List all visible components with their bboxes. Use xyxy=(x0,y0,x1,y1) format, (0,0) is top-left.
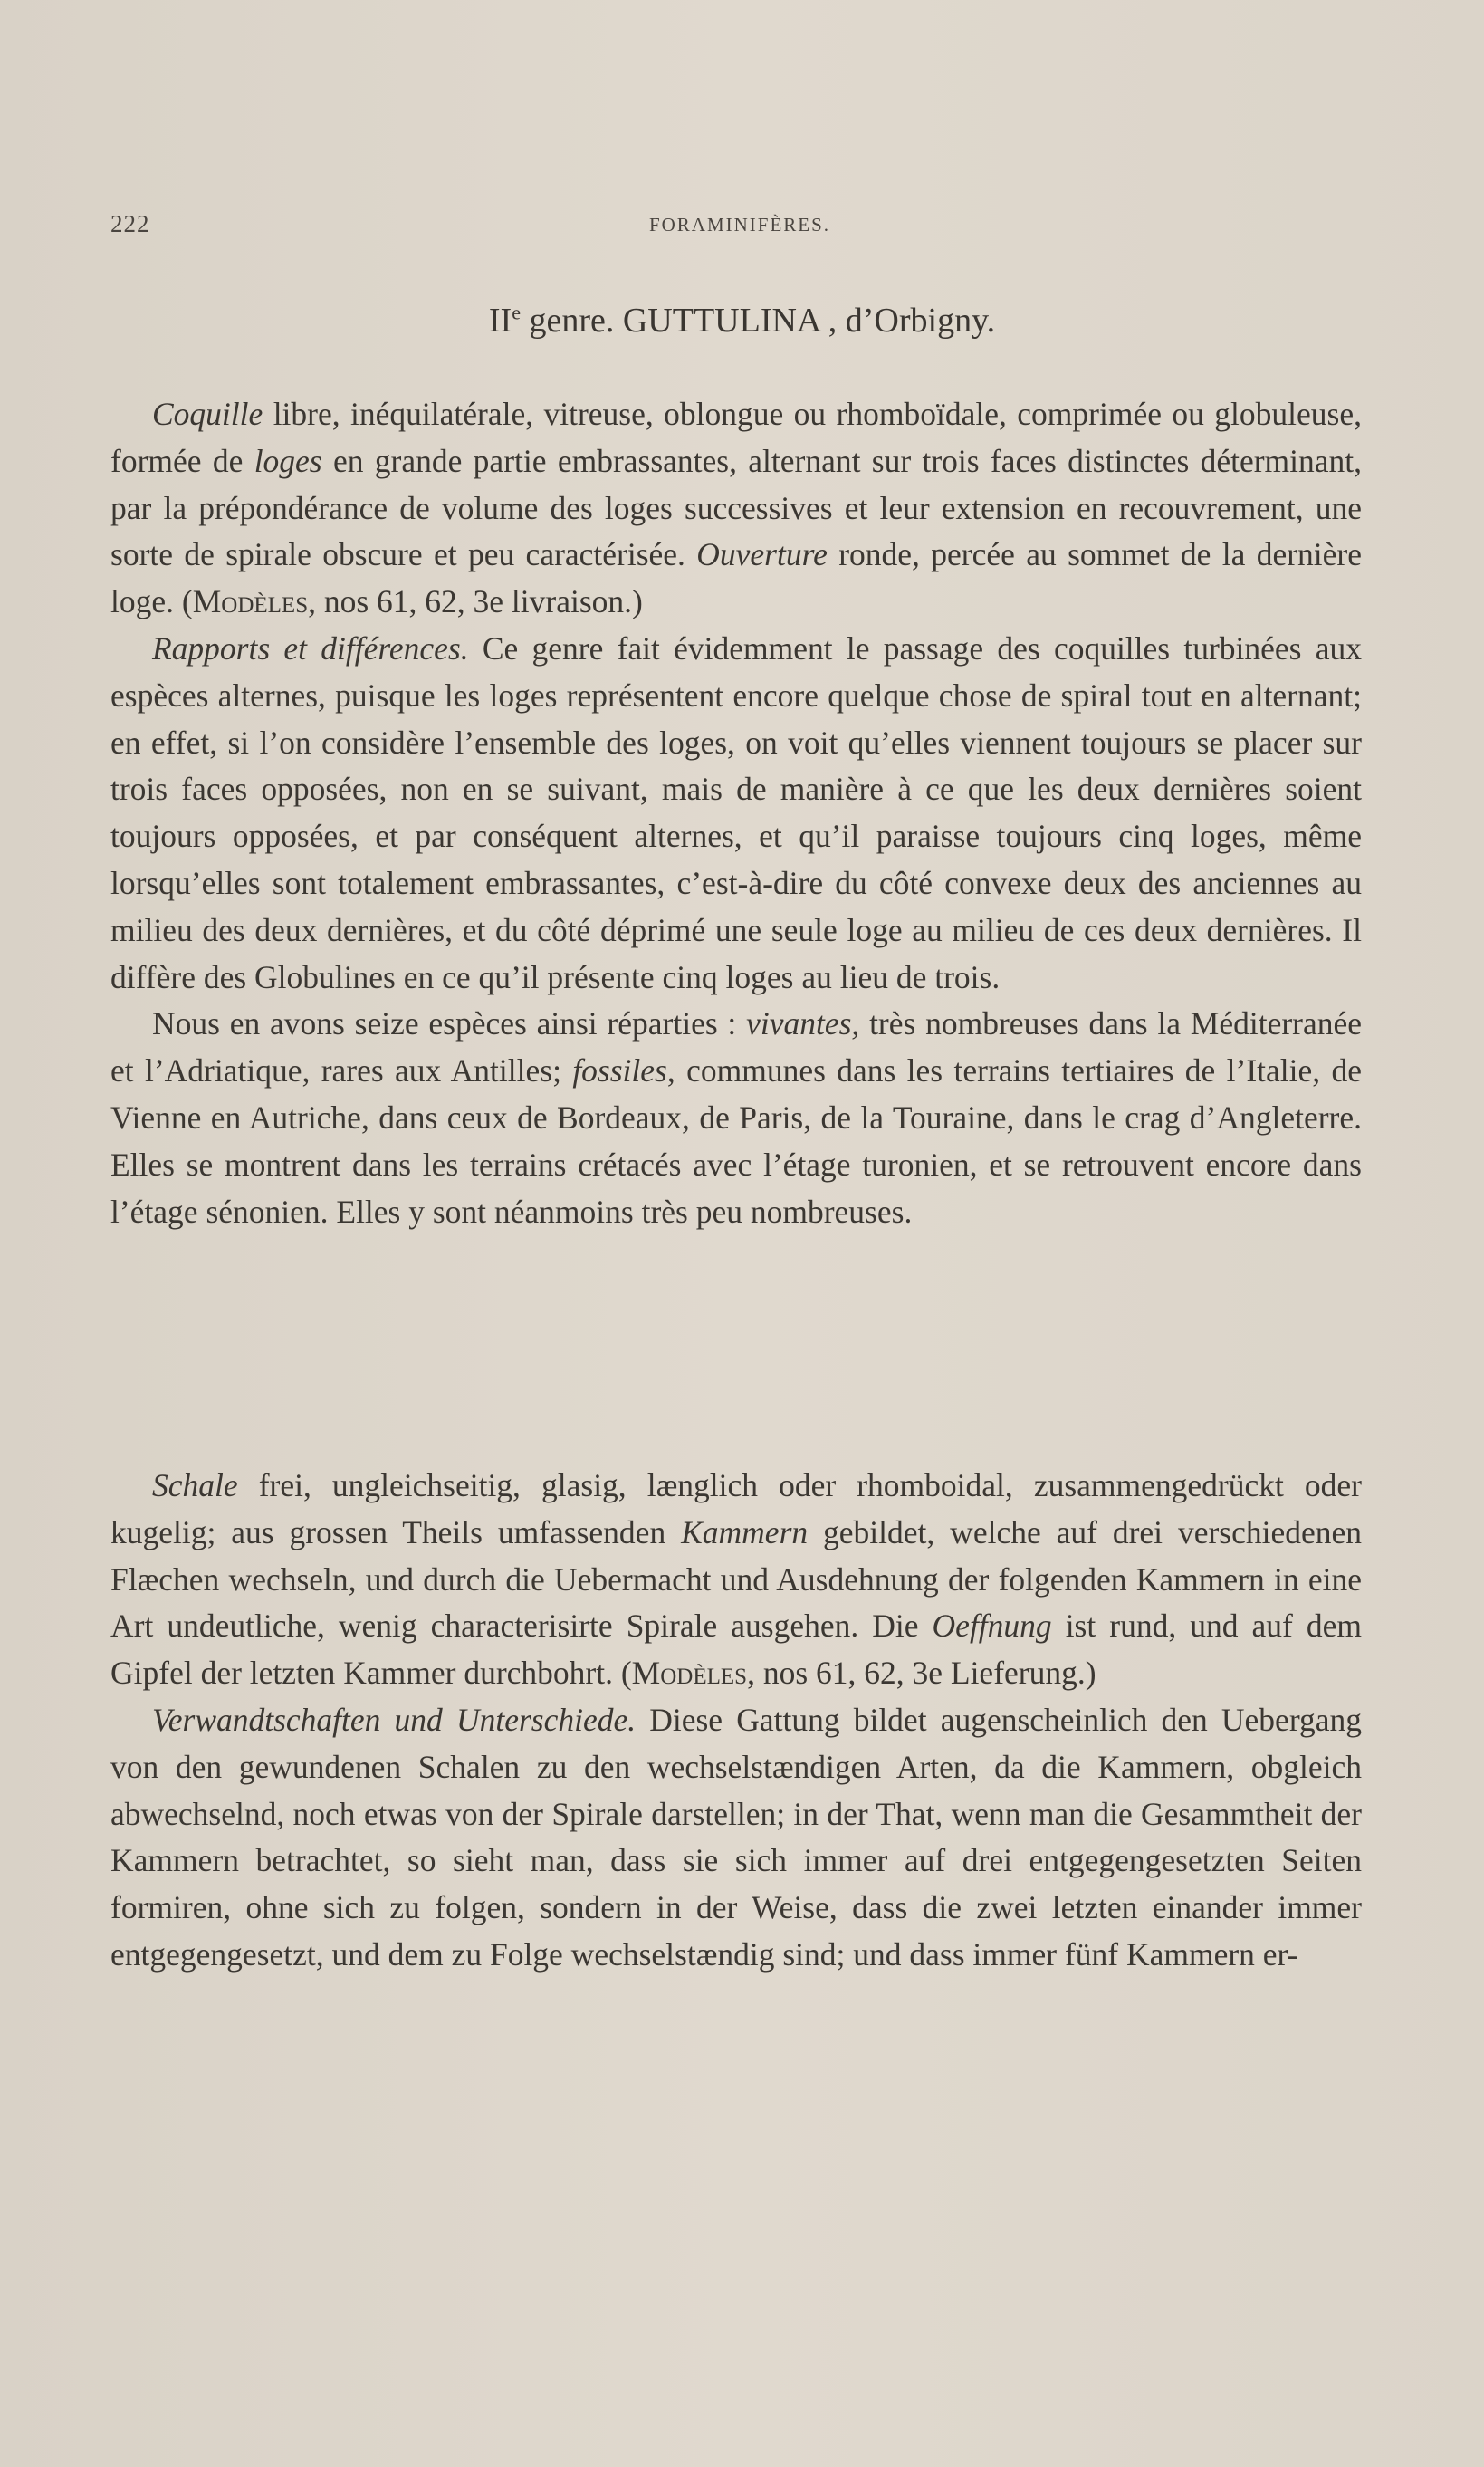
term: Ouverture xyxy=(696,536,828,573)
text: , nos 61, 62, 3e Lieferung.) xyxy=(747,1655,1096,1692)
term: Oeffnung xyxy=(932,1608,1052,1645)
text: Nous en avons seize espèces ainsi réparties : xyxy=(152,1005,747,1042)
term: loges xyxy=(254,442,322,479)
text: ist rund, und auf dem Gipfel der letzten Kammer durchbohrt. ( xyxy=(110,1608,1362,1692)
term: Coquille xyxy=(152,396,263,432)
genre-title: genre. GUTTULINA , d’Orbigny. xyxy=(520,302,996,340)
page-number: 222 xyxy=(110,210,150,237)
term: vivantes, xyxy=(746,1005,860,1042)
german-description-paragraph xyxy=(110,1463,1362,1697)
term: fossiles xyxy=(572,1052,667,1090)
text: en grande partie embrassantes, alternant sur trois faces distinctes déterminant, par la prépondérance de volume des loges successives et leur extension en recouvrement, une sorte de spirale obscure et peu caractérisée. xyxy=(110,442,1363,573)
running-title: FORAMINIFÈRES. xyxy=(648,214,831,235)
text: , communes dans les terrains tertiaires de l’Italie, de Vienne en Autriche, dans ceux de Bordeaux, de Paris, de la Touraine, dans le crag d’Angleterre. Elles se montrent dans les terrains crétacés avec l’étage turonien, et se retrouvent encore dans l’étage sénonien. Elles y sont néanmoins très peu nombreuses. xyxy=(110,1052,1362,1230)
text: gebildet, welche auf drei verschiedenen Flæchen wechseln, und durch die Uebermacht und Ausdehnung der folgenden Kammern in eine Art undeutliche, wenig characterisirte Spirale ausgehen. Die xyxy=(110,1513,1362,1645)
running-head xyxy=(110,210,1369,243)
genre-heading xyxy=(0,301,1484,341)
text: Diese Gattung bildet augenscheinlich den Uebergang von den gewundenen Schalen zu den wechselstændigen Arten, da die Kammern, obgleich abwechselnd, noch etwas von der Spirale darstellen; in der That, wenn man die Gesammtheit der Kammern betrachtet, so sieht man, dass sie sich immer auf drei entgegengesetzten Seiten formiren, ohne sich zu folgen, sondern in der Weise, dass die zwei letzten einander immer entgegengesetzt, und dem zu Folge wechselstændig sind; und dass immer fünf Kammern er- xyxy=(110,1701,1363,1973)
german-relations-paragraph xyxy=(110,1697,1362,1979)
french-distribution-paragraph xyxy=(110,1001,1362,1235)
german-text xyxy=(110,1463,1362,1979)
genre-numeral: II xyxy=(488,302,512,340)
small-caps-term: Modèles xyxy=(631,1655,748,1692)
small-caps-term: Modèles xyxy=(192,583,309,620)
text: libre, inéquilatérale, vitreuse, oblongue ou rhomboïdale, comprimée ou globuleuse, formée de xyxy=(110,396,1362,479)
term: Rapports et différences. xyxy=(152,629,469,667)
text: Ce genre fait évidemment le passage des coquilles turbinées aux espèces alternes, puisque les loges représentent encore quelque chose de spiral tout en alternant; en effet, si l’on considère l’ensemble des loges, on voit qu’elles viennent toujours se placer sur trois faces opposées, non en se suivant, mais de manière à ce que les deux dernières soient toujours opposées, et par conséquent alternes, et qu’il paraisse toujours cinq loges, même lorsqu’elles sont totalement embrassantes, c’est-à-dire du côté convexe deux des anciennes au milieu des deux dernières, et du côté déprimé une seule loge au milieu de ces deux dernières. Il diffère des Globulines en ce qu’il présente cinq loges au lieu de trois. xyxy=(110,629,1362,995)
term: Verwandtschaften und Unterschiede. xyxy=(152,1701,637,1738)
term: Kammern xyxy=(681,1513,809,1550)
text: ronde, percée au sommet de la dernière loge. ( xyxy=(110,536,1362,620)
text: frei, ungleichseitig, glasig, længlich oder rhomboidal, zusammengedrückt oder kugelig; aus grossen Theils umfassenden xyxy=(110,1467,1362,1550)
french-text xyxy=(110,391,1362,1235)
term: Schale xyxy=(152,1467,238,1503)
text: , nos 61, 62, 3e livraison.) xyxy=(308,583,643,620)
genre-numeral-sup: e xyxy=(512,301,521,324)
text: très nombreuses dans la Méditerranée et l’Adriatique, rares aux Antilles; xyxy=(110,1005,1362,1090)
french-description-paragraph xyxy=(110,391,1362,626)
french-relations-paragraph xyxy=(110,626,1362,1001)
